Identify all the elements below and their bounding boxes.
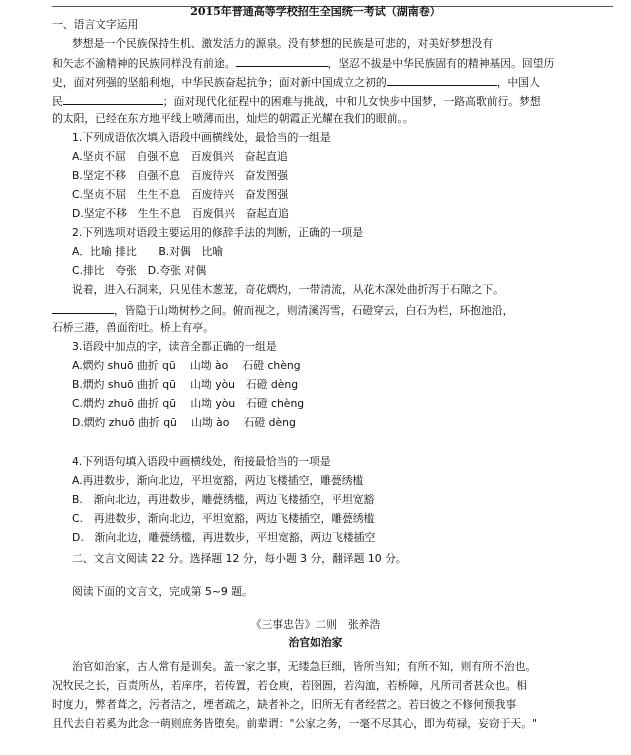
paragraph-text: 史，面对列强的坚船利炮，中华民族奋起抗争；面对新中国成立之初的 — [52, 76, 387, 89]
article-line: 时度力，弊者葺之，污者洁之，堙者疏之，缺者补之，旧所无有者经营之。若曰彼之不修何预我事 — [52, 698, 517, 711]
passage-text: ，皆隐于山坳树杪之间。俯而视之，则清溪泻雪，石磴穿云，白石为栏，环抱池沿， — [114, 304, 514, 317]
fill-blank — [236, 55, 328, 67]
question-4-stem: 4.下列语句填入语段中画横线处，衔接最恰当的一项是 — [72, 455, 331, 468]
question-4-option-d: D. 渐向北边，雕甍绣槛，再进数步，平坦宽豁，两边飞楼插空 — [72, 531, 376, 544]
question-1-option-d: D.坚定不移 生生不息 百废俱兴 奋起直追 — [72, 207, 289, 220]
paragraph-line: 的太阳，已经在东方地平线上喷薄而出，灿烂的朝霞正光耀在我们的眼前。。 — [52, 112, 414, 125]
article-line: 且代去自若奚为此念一萌则庶务皆堕矣。前辈谓："公家之务，一毫不尽其心，即为苟禄，妄窃于天。" — [52, 717, 537, 730]
paragraph-text: ，中国人 — [496, 76, 540, 89]
question-4-option-c: C. 再进数步，渐向北边，平坦宽豁，两边飞楼插空，雕甍绣槛 — [72, 512, 375, 525]
question-1-option-a: A.坚贞不屈 自强不息 百废俱兴 奋起直追 — [72, 150, 288, 163]
question-2-stem: 2.下列选项对语段主要运用的修辞手法的判断，正确的一项是 — [72, 226, 364, 239]
article-line: 治官如治家，古人常有是训矣。盖一家之事，无缕急巨细，皆所当知；有所不知，则有所不治也。 — [72, 660, 537, 673]
paragraph-text: ；面对现代化征程中的困难与挑战，中和儿女快步中国梦，一路高歌前行。梦想 — [162, 95, 541, 108]
question-1-option-c: C.坚贞不屈 生生不息 百废待兴 奋发图强 — [72, 188, 289, 201]
question-3-option-c: C.熌灼 zhuō 曲折 qū 山坳 yòu 石磴 chèng — [72, 397, 305, 410]
paragraph-text: 民 — [52, 95, 63, 108]
question-2-options-row2: C.排比 夸张 D.夸张 对偶 — [72, 264, 207, 277]
question-1-stem: 1.下列成语依次填入语段中画横线处，最恰当的一组是 — [72, 131, 331, 144]
passage-line: 说着，进入石洞来，只见佳木葱茏，奇花熌灼，一带清流，从花木深处曲折泻于石隙之下。 — [72, 283, 504, 296]
paragraph-line — [52, 74, 613, 90]
paragraph-line — [52, 93, 613, 109]
fill-blank — [63, 93, 163, 105]
fill-blank — [387, 74, 497, 86]
question-3-option-d: D.熌灼 zhuō 曲折 qū 山坳 ào 石磴 dèng — [72, 416, 296, 429]
question-2-options-row1: A．比喻 排比 B.对偶 比喻 — [72, 245, 224, 258]
article-title: 治官如治家 — [288, 636, 343, 649]
section2-heading: 二、文言文阅读 22 分。选择题 12 分，每小题 3 分，翻译题 10 分。 — [72, 552, 407, 565]
paragraph-line: 梦想是一个民族保持生机、激发活力的源泉。没有梦想的民族是可悲的，对美好梦想没有 — [72, 37, 494, 50]
question-3-option-a: A.熌灼 shuō 曲折 qū 山坳 ào 石磴 chèng — [72, 359, 301, 372]
question-3-stem: 3.语段中加点的字，读音全都正确的一组是 — [72, 340, 277, 353]
page-title: 2015年普通高等学校招生全国统一考试（湖南卷） — [190, 5, 441, 18]
article-line: 况牧民之长，百责所丛，若庠序，若传置，若仓庾，若囹圄，若沟洫，若桥障，凡所司者甚众也。相 — [52, 679, 528, 692]
section1-heading: 一、语言文字运用 — [52, 18, 139, 31]
paragraph-text: ，坚忍不拔是中华民族固有的精神基因。回望历 — [327, 57, 555, 70]
question-1-option-b: B.坚定不移 自强不息 百废待兴 奋发图强 — [72, 169, 288, 182]
question-3-option-b: B.熌灼 shuō 曲折 qū 山坳 yòu 石磴 dèng — [72, 378, 299, 391]
fill-blank — [52, 302, 114, 314]
passage-line — [52, 302, 613, 318]
question-4-option-a: A.再进数步，渐向北边，平坦宽豁，两边飞楼插空，雕甍绣槛 — [72, 474, 364, 487]
paragraph-text: 和矢志不渝精神的民族同样没有前途。 — [52, 57, 236, 70]
paragraph-line — [52, 55, 613, 71]
article-source: 《三事忠告》二则 张养浩 — [250, 618, 381, 631]
passage-line: 石桥三港，兽面衔吐。桥上有亭。 — [52, 321, 214, 334]
section2-intro: 阅读下面的文言文，完成第 5~9 题。 — [72, 585, 253, 598]
question-4-option-b: B. 渐向北边，再进数步，雕甍绣槛，两边飞楼插空，平坦宽豁 — [72, 493, 375, 506]
